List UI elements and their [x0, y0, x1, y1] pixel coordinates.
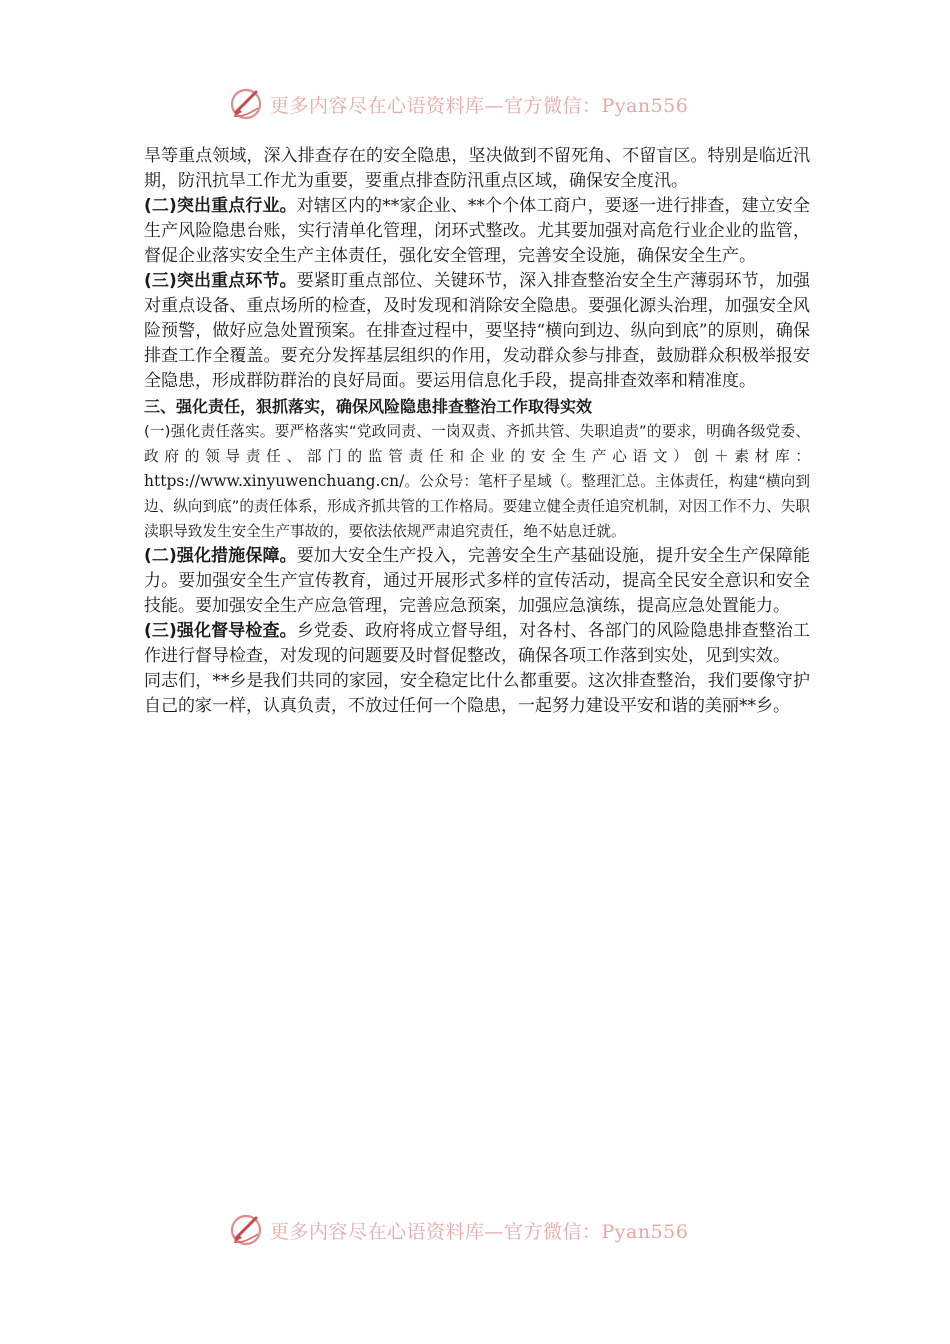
paragraph-1: 旱等重点领域，深入排查存在的安全隐患，坚决做到不留死角、不留盲区。特别是临近汛期，防汛抗旱工作尤为重要，要重点排查防汛重点区域，确保安全度汛。 [144, 146, 810, 191]
source-url: https://www.xinyuwenchuang.cn/ [144, 472, 405, 490]
paragraph-5-heading: (二)强化措施保障。 [144, 546, 297, 566]
paragraph-5 [144, 544, 810, 619]
pen-circle-logo-icon [228, 1212, 264, 1248]
paragraph-6 [144, 619, 810, 669]
paragraph-7: 同志们，**乡是我们共同的家园，安全稳定比什么都重要。这次排查整治，我们要像守护自己的家一样，认真负责，不放过任何一个隐患，一起努力建设平安和谐的美丽**乡。 [144, 671, 810, 716]
paragraph-2-heading: (二)突出重点行业。 [144, 196, 297, 216]
paragraph-4-text-a: (一)强化责任落实。要严格落实“党政同责、一岗双责、齐抓共管、失职追责”的要求，明确各级党委、政府的领导责任、部门的监管责任和企业的安全生产心语文）创＋素材库： [144, 423, 810, 465]
paragraph-3 [144, 269, 810, 394]
paragraph-4-text-b: 。公众号：笔杆子星域（。整理汇总。主体责任，构建“横向到边、纵向到底”的责任体系，形成齐抓共管的工作格局。要建立健全责任追究机制，对因工作不力、失职渎职导致发生安全生产事故的，要依法依规严肃追究责任，绝不姑息迁就。 [144, 473, 810, 540]
document-body [144, 144, 810, 719]
paragraph-2-text: 对辖区内的**家企业、**个个体工商户，要逐一进行排查，建立安全生产风险隐患台账，实行清单化管理，闭环式整改。尤其要加强对高危行业企业的监管，督促企业落实安全生产主体责任，强化安全管理，完善安全设施，确保安全生产。 [144, 196, 810, 266]
banner-text: 更多内容尽在心语资料库—官方微信：Pyan556 [270, 1220, 689, 1243]
section-heading-3: 三、强化责任，狠抓落实，确保风险隐患排查整治工作取得实效 [144, 397, 593, 416]
paragraph-4 [144, 419, 810, 544]
paragraph-3-text: 要紧盯重点部位、关键环节，深入排查整治安全生产薄弱环节，加强对重点设备、重点场所的检查，及时发现和消除安全隐患。要强化源头治理，加强安全风险预警，做好应急处置预案。在排查过程中，要坚持“横向到边、纵向到底”的原则，确保排查工作全覆盖。要充分发挥基层组织的作用，发动群众参与排查，鼓励群众积极举报安全隐患，形成群防群治的良好局面。要运用信息化手段，提高排查效率和精准度。 [144, 271, 810, 391]
footer-watermark-banner [228, 1210, 748, 1250]
header-watermark-banner [228, 84, 748, 124]
banner-text: 更多内容尽在心语资料库—官方微信：Pyan556 [270, 94, 689, 117]
paragraph-6-text: 乡党委、政府将成立督导组，对各村、各部门的风险隐患排查整治工作进行督导检查，对发现的问题要及时督促整改，确保各项工作落到实处，见到实效。 [144, 621, 810, 666]
paragraph-6-heading: (三)强化督导检查。 [144, 621, 297, 641]
paragraph-5-text: 要加大安全生产投入，完善安全生产基础设施，提升安全生产保障能力。要加强安全生产宣传教育，通过开展形式多样的宣传活动，提高全民安全意识和安全技能。要加强安全生产应急管理，完善应急预案，加强应急演练，提高应急处置能力。 [144, 546, 810, 616]
pen-circle-logo-icon [228, 86, 264, 122]
paragraph-3-heading: (三)突出重点环节。 [144, 271, 297, 291]
paragraph-2 [144, 194, 810, 269]
